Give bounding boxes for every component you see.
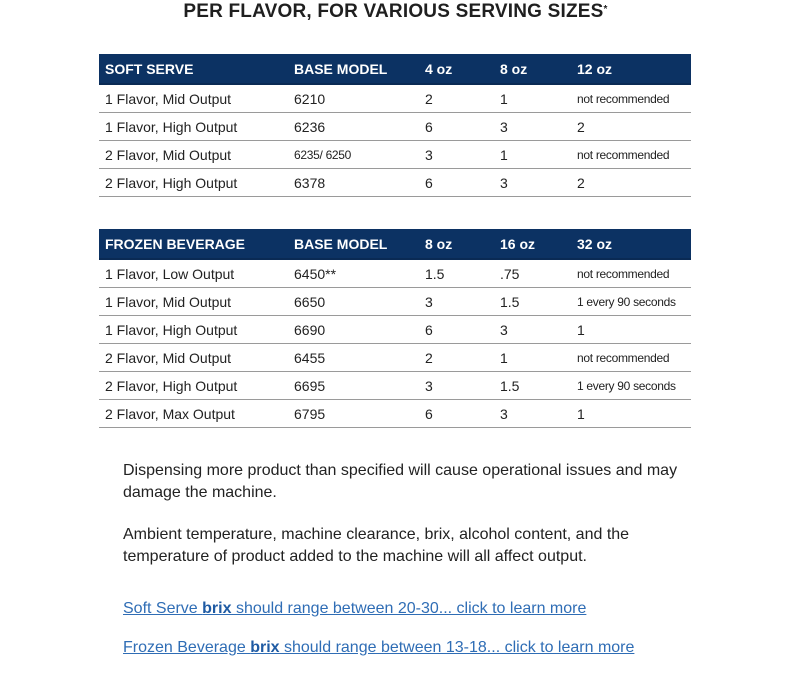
table-row: [99, 113, 691, 141]
cell-size-3: 1 every 90 seconds: [571, 372, 691, 400]
table-row: [99, 259, 691, 288]
cell-size-3: 2: [571, 169, 691, 197]
table-row: [99, 288, 691, 316]
page-title-footnote-mark: *: [603, 4, 608, 15]
column-header-base-model: BASE MODEL: [288, 229, 419, 259]
table-row: [99, 344, 691, 372]
cell-size-3: not recommended: [571, 84, 691, 113]
cell-size-2: 3: [494, 169, 571, 197]
cell-size-1: 1.5: [419, 259, 494, 288]
table-row: [99, 169, 691, 197]
page-title-text: PER FLAVOR, FOR VARIOUS SERVING SIZES: [183, 1, 604, 22]
soft-serve-table: [99, 54, 691, 197]
cell-size-2: 1.5: [494, 288, 571, 316]
cell-size-3: 1 every 90 seconds: [571, 288, 691, 316]
cell-configuration: 2 Flavor, Max Output: [99, 400, 288, 428]
cell-size-3: not recommended: [571, 141, 691, 169]
cell-base-model: 6210: [288, 84, 419, 113]
frozen-beverage-link-prefix: Frozen Beverage: [123, 639, 251, 656]
cell-size-3: not recommended: [571, 344, 691, 372]
table-header-row: [99, 54, 691, 84]
cell-base-model: 6235/ 6250: [288, 141, 419, 169]
table-row: [99, 400, 691, 428]
cell-configuration: 2 Flavor, High Output: [99, 372, 288, 400]
cell-base-model: 6795: [288, 400, 419, 428]
cell-configuration: 1 Flavor, Mid Output: [99, 288, 288, 316]
cell-base-model: 6690: [288, 316, 419, 344]
page-title: [0, 0, 791, 24]
cell-size-1: 2: [419, 84, 494, 113]
cell-base-model: 6455: [288, 344, 419, 372]
cell-size-2: 3: [494, 113, 571, 141]
soft-serve-link-brix: brix: [202, 600, 232, 617]
column-header-size-2: 8 oz: [494, 54, 571, 84]
cell-size-1: 6: [419, 169, 494, 197]
cell-size-3: 1: [571, 316, 691, 344]
column-header-size-2: 16 oz: [494, 229, 571, 259]
cell-size-2: 3: [494, 316, 571, 344]
cell-size-2: 1.5: [494, 372, 571, 400]
table-row: [99, 84, 691, 113]
frozen-beverage-link-suffix: should range between 13-18... click to learn more: [279, 639, 635, 656]
cell-configuration: 1 Flavor, Low Output: [99, 259, 288, 288]
column-header-base-model: BASE MODEL: [288, 54, 419, 84]
cell-configuration: 1 Flavor, High Output: [99, 316, 288, 344]
table-header-row: [99, 229, 691, 259]
cell-base-model: 6450**: [288, 259, 419, 288]
cell-size-2: 3: [494, 400, 571, 428]
column-header-size-3: 32 oz: [571, 229, 691, 259]
column-header-category: SOFT SERVE: [99, 54, 288, 84]
column-header-size-1: 4 oz: [419, 54, 494, 84]
cell-configuration: 2 Flavor, Mid Output: [99, 141, 288, 169]
frozen-beverage-brix-link[interactable]: [123, 637, 634, 659]
table-row: [99, 316, 691, 344]
cell-configuration: 2 Flavor, Mid Output: [99, 344, 288, 372]
cell-size-3: not recommended: [571, 259, 691, 288]
column-header-size-3: 12 oz: [571, 54, 691, 84]
soft-serve-brix-link[interactable]: [123, 598, 586, 620]
soft-serve-link-prefix: Soft Serve: [123, 600, 203, 617]
dispensing-warning-note: Dispensing more product than specified will cause operational issues and may damage the machine.: [123, 462, 678, 501]
cell-size-2: 1: [494, 84, 571, 113]
frozen-beverage-table: [99, 229, 691, 428]
cell-base-model: 6695: [288, 372, 419, 400]
cell-size-1: 3: [419, 372, 494, 400]
cell-size-2: 1: [494, 344, 571, 372]
cell-configuration: 2 Flavor, High Output: [99, 169, 288, 197]
table-row: [99, 141, 691, 169]
cell-size-1: 2: [419, 344, 494, 372]
table-row: [99, 372, 691, 400]
cell-configuration: 1 Flavor, High Output: [99, 113, 288, 141]
cell-size-1: 3: [419, 288, 494, 316]
cell-base-model: 6236: [288, 113, 419, 141]
cell-size-1: 6: [419, 113, 494, 141]
column-header-category: FROZEN BEVERAGE: [99, 229, 288, 259]
ambient-factors-note: Ambient temperature, machine clearance, brix, alcohol content, and the temperature of product added to the machine will all affect output.: [123, 526, 630, 565]
cell-size-3: 2: [571, 113, 691, 141]
soft-serve-link-suffix: should range between 20-30... click to learn more: [231, 600, 587, 617]
cell-size-2: 1: [494, 141, 571, 169]
column-header-size-1: 8 oz: [419, 229, 494, 259]
cell-size-1: 6: [419, 400, 494, 428]
cell-configuration: 1 Flavor, Mid Output: [99, 84, 288, 113]
cell-base-model: 6378: [288, 169, 419, 197]
frozen-beverage-link-brix: brix: [250, 639, 280, 656]
cell-size-2: .75: [494, 259, 571, 288]
cell-size-1: 6: [419, 316, 494, 344]
cell-base-model: 6650: [288, 288, 419, 316]
cell-size-3: 1: [571, 400, 691, 428]
cell-size-1: 3: [419, 141, 494, 169]
